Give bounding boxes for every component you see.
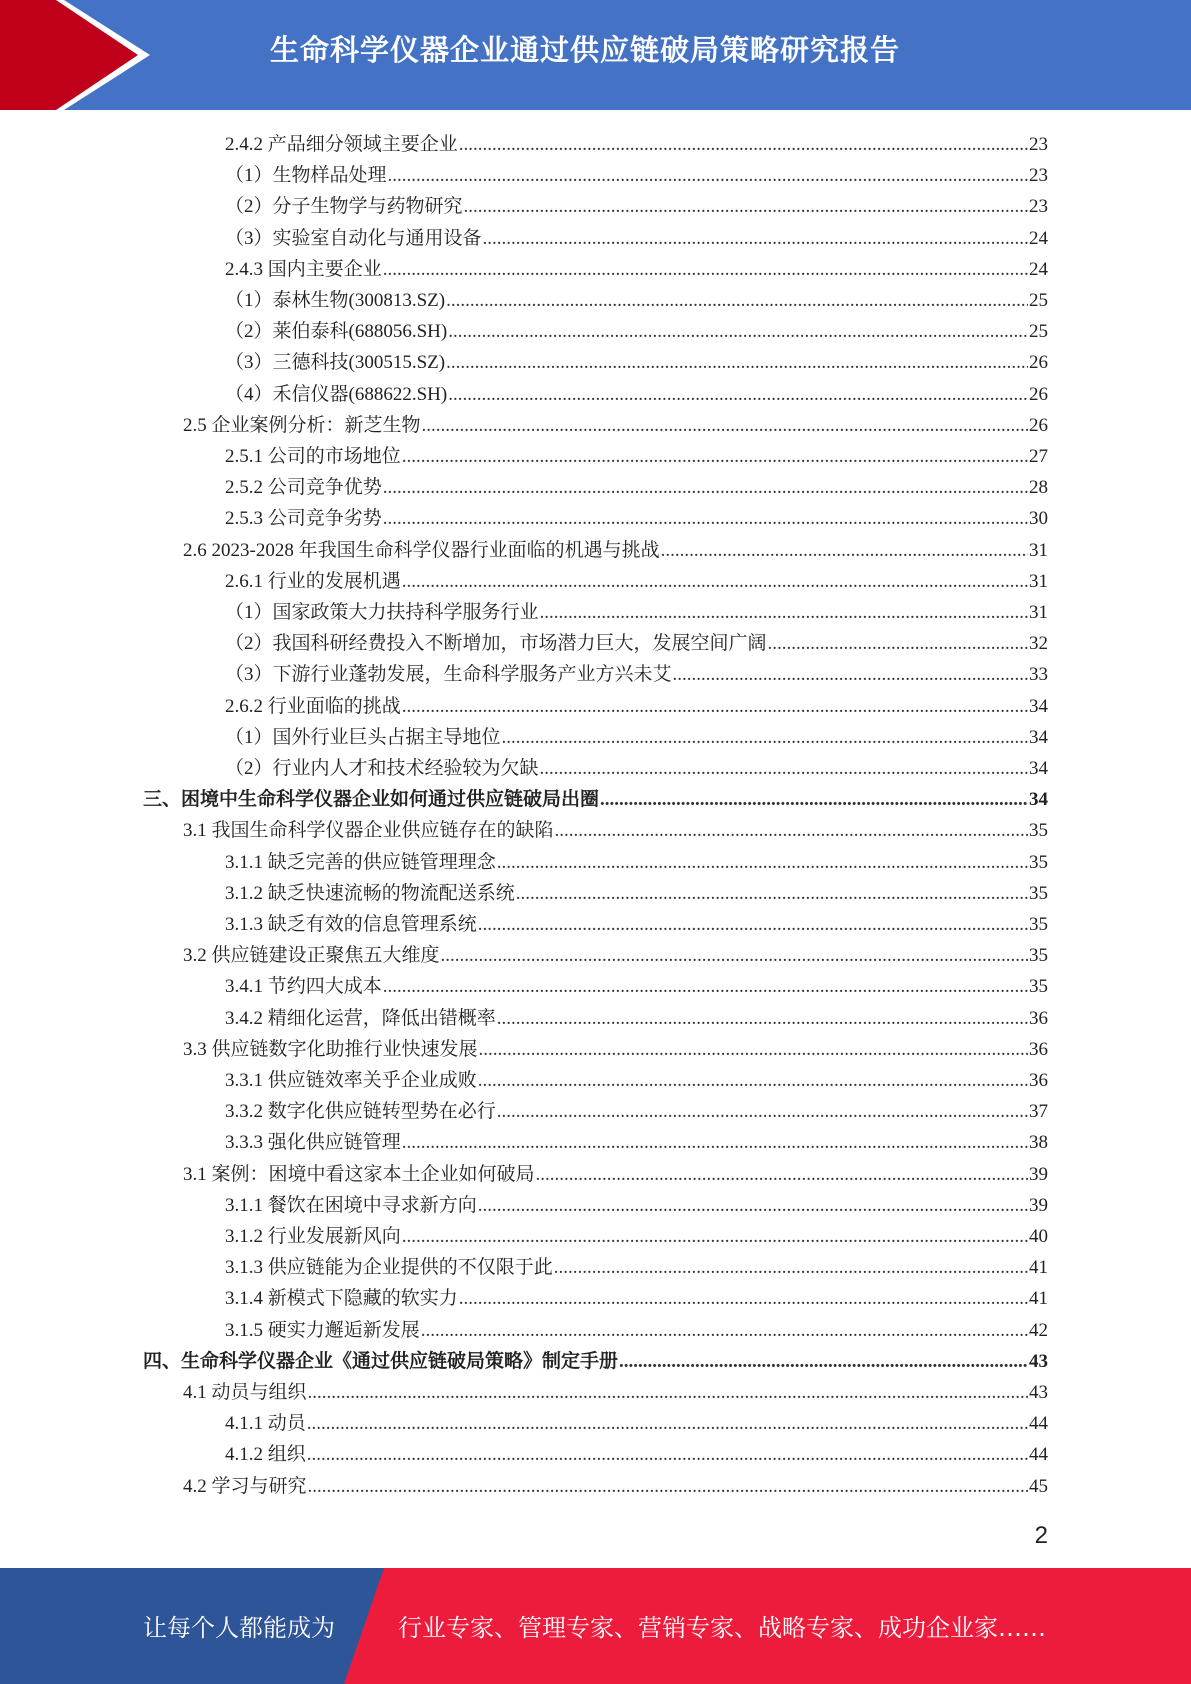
toc-leader-dots bbox=[402, 445, 1028, 469]
toc-entry-page: 23 bbox=[1029, 196, 1048, 218]
toc-entry-title: 3.1.1 缺乏完善的供应链管理理念 bbox=[225, 851, 496, 873]
toc-entry-page: 35 bbox=[1029, 851, 1048, 873]
footer-slogan-left: 让每个人都能成为 bbox=[143, 1614, 335, 1642]
toc-entry-title: 2.4.2 产品细分领域主要企业 bbox=[225, 134, 458, 155]
toc-entry[interactable] bbox=[225, 906, 1048, 937]
toc-entry-title: （2）分子生物学与药物研究 bbox=[225, 196, 463, 218]
toc-entry-title: 三、困境中生命科学仪器企业如何通过供应链破局出圈 bbox=[143, 789, 600, 811]
toc-entry[interactable] bbox=[225, 344, 1048, 375]
toc-entry-title: 3.3.1 供应链效率关乎企业成败 bbox=[225, 1070, 477, 1091]
toc-entry-page: 30 bbox=[1029, 508, 1048, 530]
toc-entry-title: 3.1 我国生命科学仪器企业供应链存在的缺陷 bbox=[183, 820, 554, 842]
toc-entry[interactable] bbox=[225, 688, 1048, 719]
toc-entry-page: 33 bbox=[1029, 664, 1048, 686]
toc-leader-dots bbox=[536, 1163, 1028, 1187]
toc-leader-dots bbox=[402, 695, 1028, 719]
toc-leader-dots bbox=[478, 1194, 1028, 1218]
toc-leader-dots bbox=[600, 788, 1028, 812]
toc-entry-page: 26 bbox=[1029, 352, 1048, 374]
toc-entry[interactable] bbox=[225, 844, 1048, 875]
toc-entry[interactable] bbox=[225, 1218, 1048, 1249]
toc-leader-dots bbox=[483, 227, 1028, 251]
toc-entry-page: 43 bbox=[1029, 1350, 1048, 1372]
toc-entry[interactable] bbox=[225, 1093, 1048, 1124]
toc-entry-page: 36 bbox=[1029, 1007, 1048, 1029]
toc-leader-dots bbox=[441, 944, 1028, 968]
toc-entry-page: 24 bbox=[1029, 227, 1048, 249]
toc-entry[interactable] bbox=[225, 750, 1048, 781]
toc-leader-dots bbox=[383, 507, 1028, 531]
toc-entry[interactable] bbox=[225, 438, 1048, 469]
toc-leader-dots bbox=[497, 1007, 1028, 1031]
toc-leader-dots bbox=[464, 195, 1028, 219]
toc-entry-page: 37 bbox=[1029, 1101, 1048, 1123]
toc-entry-page: 27 bbox=[1029, 446, 1048, 467]
toc-entry-title: 2.5.1 公司的市场地位 bbox=[225, 446, 401, 467]
toc-entry[interactable] bbox=[183, 1156, 1048, 1187]
toc-entry-title: 3.1.5 硬实力邂逅新发展 bbox=[225, 1319, 420, 1341]
toc-entry[interactable] bbox=[225, 188, 1048, 219]
toc-entry[interactable] bbox=[225, 719, 1048, 750]
toc-entry-title: 3.1 案例：困境中看这家本土企业如何破局 bbox=[183, 1163, 535, 1185]
toc-entry-page: 26 bbox=[1029, 414, 1048, 436]
toc-entry-title: 4.2 学习与研究 bbox=[183, 1475, 307, 1497]
toc-leader-dots bbox=[497, 1100, 1028, 1124]
toc-entry[interactable] bbox=[183, 1468, 1048, 1499]
toc-entry-title: 2.5.2 公司竞争优势 bbox=[225, 477, 382, 499]
toc-entry-page: 34 bbox=[1029, 758, 1048, 779]
toc-entry-page: 38 bbox=[1029, 1132, 1048, 1154]
toc-leader-dots bbox=[388, 164, 1028, 188]
toc-entry-page: 39 bbox=[1029, 1163, 1048, 1185]
toc-entry[interactable] bbox=[225, 1312, 1048, 1343]
toc-entry[interactable] bbox=[225, 313, 1048, 344]
toc-entry-page: 35 bbox=[1029, 945, 1048, 967]
toc-leader-dots bbox=[479, 1038, 1028, 1062]
toc-entry[interactable] bbox=[225, 1280, 1048, 1311]
toc-leader-dots bbox=[768, 632, 1028, 656]
toc-entry[interactable] bbox=[143, 781, 1048, 812]
toc-entry-title: 3.1.3 供应链能为企业提供的不仅限于此 bbox=[225, 1257, 553, 1279]
toc-entry[interactable] bbox=[225, 656, 1048, 687]
toc-leader-dots bbox=[448, 383, 1028, 407]
toc-entry-title: 2.6.1 行业的发展机遇 bbox=[225, 570, 401, 592]
toc-leader-dots bbox=[307, 1443, 1028, 1467]
toc-entry-page: 31 bbox=[1029, 539, 1048, 561]
page-footer bbox=[0, 1568, 1191, 1684]
toc-entry-page: 41 bbox=[1029, 1257, 1048, 1279]
toc-entry-title: （3）实验室自动化与通用设备 bbox=[225, 227, 482, 249]
toc-entry-title: 四、生命科学仪器企业《通过供应链破局策略》制定手册 bbox=[143, 1350, 619, 1372]
toc-entry-title: （2）行业内人才和技术经验较为欠缺 bbox=[225, 758, 539, 779]
toc-entry[interactable] bbox=[225, 1124, 1048, 1155]
toc-entry[interactable] bbox=[225, 1000, 1048, 1031]
toc-entry-title: 3.4.1 节约四大成本 bbox=[225, 976, 382, 998]
page-number: 2 bbox=[1034, 1522, 1048, 1549]
toc-leader-dots bbox=[673, 663, 1028, 687]
toc-entry[interactable] bbox=[225, 594, 1048, 625]
toc-entry-page: 23 bbox=[1029, 134, 1048, 155]
toc-entry-title: 3.1.1 餐饮在困境中寻求新方向 bbox=[225, 1194, 477, 1216]
toc-entry-title: （1）泰林生物(300813.SZ) bbox=[225, 290, 446, 311]
toc-entry[interactable] bbox=[225, 500, 1048, 531]
toc-entry-title: （3）下游行业蓬勃发展，生命科学服务产业方兴未艾 bbox=[225, 664, 672, 686]
toc-entry-page: 23 bbox=[1029, 165, 1048, 187]
toc-entry-page: 28 bbox=[1029, 477, 1048, 499]
toc-entry-page: 35 bbox=[1029, 976, 1048, 998]
toc-entry-page: 36 bbox=[1029, 1038, 1048, 1060]
toc-leader-dots bbox=[516, 882, 1028, 906]
toc-entry[interactable] bbox=[225, 1436, 1048, 1467]
toc-entry[interactable] bbox=[225, 126, 1048, 157]
toc-leader-dots bbox=[619, 1350, 1028, 1374]
toc-entry-page: 44 bbox=[1029, 1413, 1048, 1435]
toc-entry[interactable] bbox=[183, 812, 1048, 843]
toc-entry-title: 2.5 企业案例分析：新芝生物 bbox=[183, 414, 421, 436]
toc-entry-page: 34 bbox=[1029, 695, 1048, 717]
toc-entry-title: （3）三德科技(300515.SZ) bbox=[225, 352, 446, 374]
toc-leader-dots bbox=[478, 913, 1028, 937]
toc-entry-page: 24 bbox=[1029, 258, 1048, 280]
toc-entry-title: 3.3.3 强化供应链管理 bbox=[225, 1132, 401, 1154]
toc-entry-page: 45 bbox=[1029, 1475, 1048, 1497]
toc-entry-title: 3.1.2 缺乏快速流畅的物流配送系统 bbox=[225, 882, 515, 904]
toc-entry-page: 34 bbox=[1029, 726, 1048, 748]
toc-leader-dots bbox=[540, 757, 1028, 781]
toc-leader-dots bbox=[661, 539, 1028, 563]
toc-entry[interactable] bbox=[143, 1343, 1048, 1374]
toc-leader-dots bbox=[540, 601, 1028, 625]
toc-entry-page: 26 bbox=[1029, 383, 1048, 405]
toc-leader-dots bbox=[383, 258, 1028, 282]
toc-entry-title: 2.6 2023-2028 年我国生命科学仪器行业面临的机遇与挑战 bbox=[183, 539, 660, 561]
toc-entry[interactable] bbox=[225, 469, 1048, 500]
toc-entry-title: （4）禾信仪器(688622.SH) bbox=[225, 383, 448, 405]
page-header bbox=[0, 0, 1191, 110]
toc-entry-page: 25 bbox=[1029, 290, 1048, 311]
toc-leader-dots bbox=[555, 819, 1028, 843]
toc-entry-page: 41 bbox=[1029, 1288, 1048, 1310]
toc-entry[interactable] bbox=[183, 937, 1048, 968]
toc-entry-page: 40 bbox=[1029, 1226, 1048, 1247]
toc-leader-dots bbox=[383, 476, 1028, 500]
toc-leader-dots bbox=[478, 1069, 1028, 1093]
toc-leader-dots bbox=[422, 414, 1028, 438]
toc-leader-dots bbox=[307, 1412, 1028, 1436]
toc-entry[interactable] bbox=[225, 563, 1048, 594]
chevron-arrow-icon bbox=[0, 0, 160, 110]
toc-entry-title: （1）生物样品处理 bbox=[225, 165, 387, 187]
toc-entry-page: 44 bbox=[1029, 1444, 1048, 1466]
toc-entry-title: 4.1.1 动员 bbox=[225, 1413, 306, 1435]
toc-entry[interactable] bbox=[225, 251, 1048, 282]
toc-entry-title: 2.5.3 公司竞争劣势 bbox=[225, 508, 382, 530]
toc-entry-page: 43 bbox=[1029, 1382, 1048, 1403]
toc-leader-dots bbox=[554, 1256, 1028, 1280]
toc-entry-page: 34 bbox=[1029, 789, 1048, 811]
toc-entry[interactable] bbox=[225, 875, 1048, 906]
toc-entry-title: （1）国外行业巨头占据主导地位 bbox=[225, 726, 501, 748]
toc-entry-title: 3.2 供应链建设正聚焦五大维度 bbox=[183, 945, 440, 967]
toc-entry[interactable] bbox=[225, 1249, 1048, 1280]
toc-leader-dots bbox=[402, 570, 1028, 594]
toc-entry-title: 3.1.4 新模式下隐藏的软实力 bbox=[225, 1288, 458, 1310]
toc-entry-title: 3.1.2 行业发展新风向 bbox=[225, 1226, 401, 1247]
toc-entry-title: 2.4.3 国内主要企业 bbox=[225, 258, 382, 280]
toc-entry-title: （1）国家政策大力扶持科学服务行业 bbox=[225, 602, 539, 623]
toc-entry-page: 32 bbox=[1029, 633, 1048, 655]
toc-leader-dots bbox=[402, 1225, 1028, 1249]
toc-entry-title: （2）莱伯泰科(688056.SH) bbox=[225, 321, 448, 343]
toc-entry-title: 3.4.2 精细化运营，降低出错概率 bbox=[225, 1007, 496, 1029]
footer-slogan-right: 行业专家、管理专家、营销专家、战略专家、成功企业家…… bbox=[398, 1614, 1046, 1642]
toc-entry-page: 35 bbox=[1029, 914, 1048, 935]
toc-entry[interactable] bbox=[183, 1031, 1048, 1062]
toc-entry[interactable] bbox=[225, 1405, 1048, 1436]
toc-leader-dots bbox=[459, 1287, 1028, 1311]
toc-entry-title: 4.1 动员与组织 bbox=[183, 1382, 307, 1403]
toc-entry[interactable] bbox=[183, 407, 1048, 438]
toc-entry-page: 35 bbox=[1029, 820, 1048, 842]
toc-leader-dots bbox=[308, 1475, 1028, 1499]
toc-entry-page: 31 bbox=[1029, 570, 1048, 592]
toc-entry-title: 3.1.3 缺乏有效的信息管理系统 bbox=[225, 914, 477, 935]
toc-entry-title: 3.3 供应链数字化助推行业快速发展 bbox=[183, 1038, 478, 1060]
toc-entry-title: 2.6.2 行业面临的挑战 bbox=[225, 695, 401, 717]
toc-entry-page: 35 bbox=[1029, 882, 1048, 904]
toc-leader-dots bbox=[383, 975, 1028, 999]
toc-leader-dots bbox=[502, 726, 1028, 750]
toc-entry[interactable] bbox=[225, 625, 1048, 656]
toc-entry-page: 36 bbox=[1029, 1070, 1048, 1091]
toc-leader-dots bbox=[421, 1319, 1028, 1343]
toc-entry-page: 31 bbox=[1029, 602, 1048, 623]
toc-entry-page: 39 bbox=[1029, 1194, 1048, 1216]
toc-entry[interactable] bbox=[225, 282, 1048, 313]
toc-entry[interactable] bbox=[225, 157, 1048, 188]
toc-entry-title: （2）我国科研经费投入不断增加，市场潜力巨大，发展空间广阔 bbox=[225, 633, 767, 655]
toc-entry[interactable] bbox=[225, 968, 1048, 999]
toc-entry-title: 3.3.2 数字化供应链转型势在必行 bbox=[225, 1101, 496, 1123]
toc-entry[interactable] bbox=[225, 376, 1048, 407]
toc-entry[interactable] bbox=[183, 1374, 1048, 1405]
toc-leader-dots bbox=[448, 320, 1028, 344]
toc-entry[interactable] bbox=[183, 532, 1048, 563]
toc-entry[interactable] bbox=[225, 1187, 1048, 1218]
toc-entry-title: 4.1.2 组织 bbox=[225, 1444, 306, 1466]
toc-leader-dots bbox=[402, 1131, 1028, 1155]
toc-entry[interactable] bbox=[225, 220, 1048, 251]
toc-entry[interactable] bbox=[225, 1062, 1048, 1093]
toc-leader-dots bbox=[446, 289, 1028, 313]
toc-entry-page: 25 bbox=[1029, 321, 1048, 343]
report-title: 生命科学仪器企业通过供应链破局策略研究报告 bbox=[270, 33, 901, 67]
toc-leader-dots bbox=[459, 133, 1028, 157]
toc-entry-page: 42 bbox=[1029, 1319, 1048, 1341]
toc-leader-dots bbox=[308, 1381, 1028, 1405]
toc-leader-dots bbox=[446, 351, 1028, 375]
toc-leader-dots bbox=[497, 851, 1028, 875]
